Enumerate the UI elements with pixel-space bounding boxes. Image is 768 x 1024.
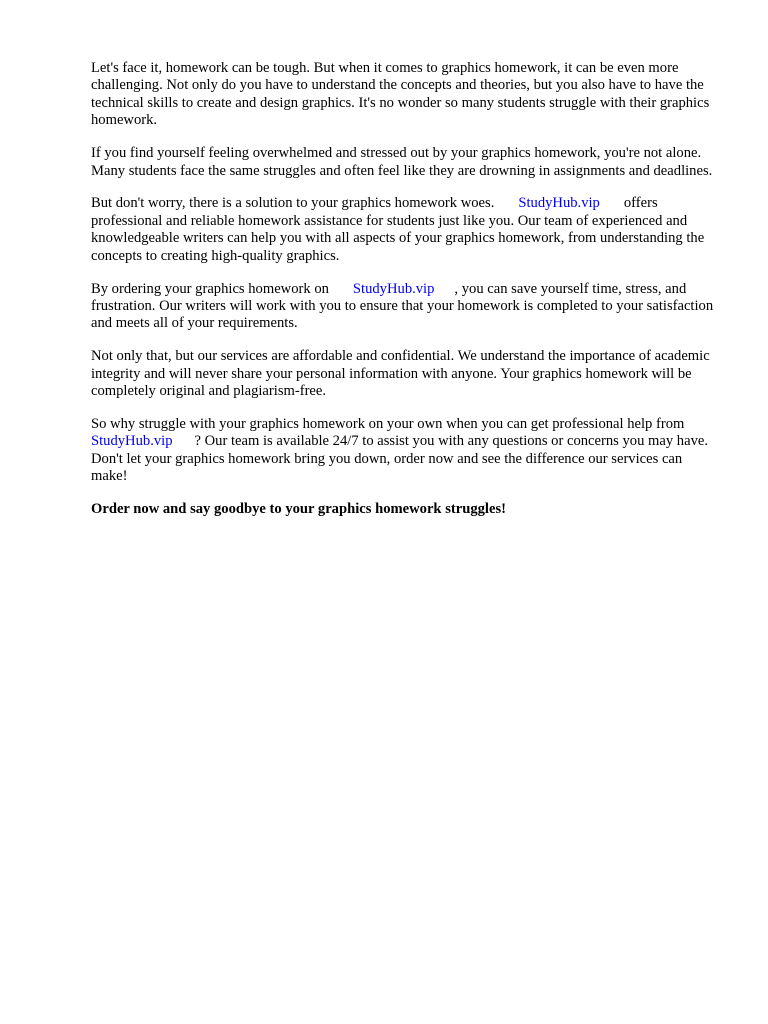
paragraph-intro: Let's face it, homework can be tough. But when it comes to graphics homework, it can be even more challenging. Not only do you have to understand the concepts and theories, but you also have to have the technical skills to create and design graphics. It's no wonder so many students struggle with their graphics homework. <box>91 60 710 129</box>
paragraph-ordering <box>91 281 721 333</box>
document-body <box>91 60 721 534</box>
paragraph-overwhelmed: If you find yourself feeling overwhelmed and stressed out by your graphics homework, you're not alone. Many students face the same struggles and often feel like they are drowning in assignments and deadlines. <box>91 145 713 179</box>
studyhub-link-2[interactable]: StudyHub.vip <box>352 280 435 297</box>
paragraph-ordering-lead: By ordering your graphics homework on <box>91 280 329 297</box>
paragraph-why-struggle <box>91 416 721 486</box>
paragraph-why-struggle-lead: So why struggle with your graphics homework on your own when you can get professional help from <box>91 416 685 432</box>
studyhub-link-1[interactable]: StudyHub.vip <box>518 195 600 212</box>
paragraph-ordering-tail: , you can save yourself time, stress, and frustration. Our writers will work with you to ensure that your homework is completed to your satisfaction and meets all of your requirements. <box>91 280 714 332</box>
paragraph-solution <box>91 195 721 265</box>
closing-call-to-action: Order now and say goodbye to your graphics homework struggles! <box>91 501 506 518</box>
paragraph-solution-lead: But don't worry, there is a solution to your graphics homework woes. <box>91 195 495 212</box>
studyhub-link-3[interactable]: StudyHub.vip <box>91 433 173 450</box>
paragraph-why-struggle-tail: ? Our team is available 24/7 to assist you with any questions or concerns you may have. Don't let your graphics homework bring you down, order now and see the difference our services can make! <box>91 433 709 485</box>
paragraph-affordable: Not only that, but our services are affordable and confidential. We understand the importance of academic integrity and will never share your personal information with anyone. Your graphics homework will be completely original and plagiarism-free. <box>91 348 710 400</box>
paragraph-solution-tail: offers professional and reliable homework assistance for students just like you. Our team of experienced and knowledgeable writers can help you with all aspects of your graphics homework, from understanding the concepts to creating high-quality graphics. <box>91 195 705 264</box>
